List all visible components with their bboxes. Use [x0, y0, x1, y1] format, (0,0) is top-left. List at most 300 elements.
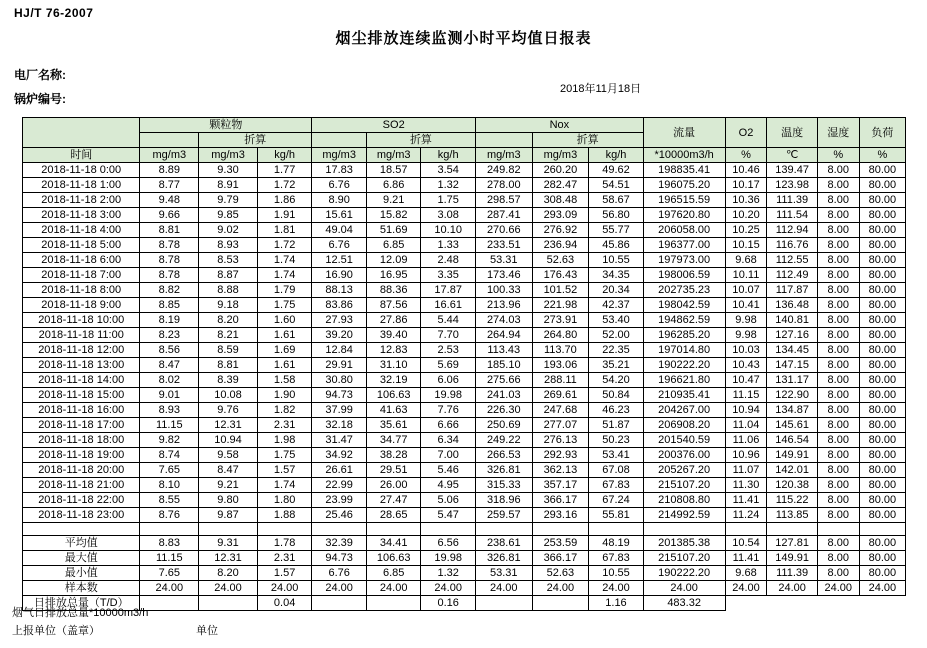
- table-row: [23, 208, 906, 223]
- cell-value: 8.20: [199, 313, 258, 328]
- cell-value: 67.83: [589, 478, 644, 493]
- cell-value: 3.54: [421, 163, 476, 178]
- cell-value: 80.00: [859, 163, 905, 178]
- cell-value: 24.00: [817, 581, 859, 596]
- cell-value: 53.41: [589, 448, 644, 463]
- cell-value: 176.43: [532, 268, 589, 283]
- cell-value: 233.51: [475, 238, 532, 253]
- cell-value: 10.47: [725, 373, 767, 388]
- cell-value: 8.89: [140, 163, 199, 178]
- cell-value: 8.00: [817, 418, 859, 433]
- header-unit-10: %: [725, 148, 767, 163]
- cell-value: 197973.00: [643, 253, 725, 268]
- cell-value: 1.74: [257, 253, 312, 268]
- cell-value: 56.80: [589, 208, 644, 223]
- cell-value: 8.21: [199, 328, 258, 343]
- cell-value: 8.00: [817, 208, 859, 223]
- cell-value: 32.39: [312, 536, 367, 551]
- cell-value: 27.93: [312, 313, 367, 328]
- cell-value: 101.52: [532, 283, 589, 298]
- cell-value: 10.07: [725, 283, 767, 298]
- cell-value: 1.86: [257, 193, 312, 208]
- cell-value: 206908.20: [643, 418, 725, 433]
- cell-value: 100.33: [475, 283, 532, 298]
- cell-value: 9.82: [140, 433, 199, 448]
- cell-value: 11.07: [725, 463, 767, 478]
- cell-time: 2018-11-18 1:00: [23, 178, 140, 193]
- cell-value: 52.63: [532, 253, 589, 268]
- cell-value: 1.91: [257, 208, 312, 223]
- cell-time: 2018-11-18 14:00: [23, 373, 140, 388]
- table-row: [23, 493, 906, 508]
- spacer-row: [23, 523, 906, 536]
- cell-value: 35.21: [589, 358, 644, 373]
- cell-value: 24.00: [475, 581, 532, 596]
- cell-value: 80.00: [859, 448, 905, 463]
- page-title: 烟尘排放连续监测小时平均值日报表: [335, 30, 592, 47]
- header-group-o2: O2: [725, 118, 767, 148]
- cell-value: 11.41: [725, 551, 767, 566]
- table-row: [23, 403, 906, 418]
- cell-value: 260.20: [532, 163, 589, 178]
- cell-value: 134.87: [767, 403, 817, 418]
- cell-value: 7.65: [140, 463, 199, 478]
- cell-value: 24.00: [589, 581, 644, 596]
- cell-value: 80.00: [859, 463, 905, 478]
- spacer-cell: [312, 523, 367, 536]
- cell-value: 292.93: [532, 448, 589, 463]
- header-unit-3: mg/m3: [312, 148, 367, 163]
- cell-value: 326.81: [475, 463, 532, 478]
- cell-value: 8.00: [817, 493, 859, 508]
- cell-value: 52.00: [589, 328, 644, 343]
- cell-value: 277.07: [532, 418, 589, 433]
- cell-value: 8.39: [199, 373, 258, 388]
- cell-value: 198835.41: [643, 163, 725, 178]
- header-unit-5: kg/h: [421, 148, 476, 163]
- summary-row: [23, 536, 906, 551]
- cell-value: 4.95: [421, 478, 476, 493]
- table-row: [23, 463, 906, 478]
- cell-value: 8.90: [312, 193, 367, 208]
- cell-value: 80.00: [859, 508, 905, 523]
- cell-value: 10.55: [589, 253, 644, 268]
- spacer-cell: [767, 523, 817, 536]
- cell-time: 2018-11-18 4:00: [23, 223, 140, 238]
- cell-value: 2.31: [257, 551, 312, 566]
- footnote-reporting-unit: 上报单位（盖章）: [12, 625, 100, 637]
- cell-value: 5.47: [421, 508, 476, 523]
- table-row: [23, 253, 906, 268]
- total-blank: [532, 596, 589, 611]
- cell-value: 1.88: [257, 508, 312, 523]
- cell-value: 8.55: [140, 493, 199, 508]
- cell-value: 9.98: [725, 328, 767, 343]
- cell-value: 9.76: [199, 403, 258, 418]
- header-unit-8: kg/h: [589, 148, 644, 163]
- cell-value: 1.69: [257, 343, 312, 358]
- cell-value: 278.00: [475, 178, 532, 193]
- cell-time: 2018-11-18 10:00: [23, 313, 140, 328]
- cell-value: 8.00: [817, 163, 859, 178]
- cell-value: 32.18: [312, 418, 367, 433]
- cell-value: 10.54: [725, 536, 767, 551]
- cell-value: 80.00: [859, 208, 905, 223]
- cell-value: 287.41: [475, 208, 532, 223]
- cell-time: 2018-11-18 17:00: [23, 418, 140, 433]
- cell-value: 259.57: [475, 508, 532, 523]
- cell-value: 8.10: [140, 478, 199, 493]
- cell-value: 80.00: [859, 238, 905, 253]
- cell-value: 58.67: [589, 193, 644, 208]
- cell-value: 113.70: [532, 343, 589, 358]
- cell-value: 5.46: [421, 463, 476, 478]
- cell-value: 16.61: [421, 298, 476, 313]
- cell-value: 32.19: [366, 373, 421, 388]
- cell-value: 241.03: [475, 388, 532, 403]
- cell-value: 50.23: [589, 433, 644, 448]
- cell-value: 6.66: [421, 418, 476, 433]
- cell-value: 7.70: [421, 328, 476, 343]
- cell-value: 10.15: [725, 238, 767, 253]
- cell-value: 9.66: [140, 208, 199, 223]
- cell-value: 8.88: [199, 283, 258, 298]
- cell-value: 53.31: [475, 253, 532, 268]
- cell-value: 210808.80: [643, 493, 725, 508]
- cell-value: 49.04: [312, 223, 367, 238]
- cell-value: 88.36: [366, 283, 421, 298]
- cell-value: 1.90: [257, 388, 312, 403]
- cell-value: 15.61: [312, 208, 367, 223]
- cell-value: 8.78: [140, 253, 199, 268]
- cell-value: 106.63: [366, 551, 421, 566]
- cell-value: 53.40: [589, 313, 644, 328]
- cell-value: 11.04: [725, 418, 767, 433]
- cell-value: 10.36: [725, 193, 767, 208]
- cell-value: 17.83: [312, 163, 367, 178]
- cell-value: 6.06: [421, 373, 476, 388]
- cell-value: 19.98: [421, 388, 476, 403]
- cell-value: 10.17: [725, 178, 767, 193]
- cell-value: 298.57: [475, 193, 532, 208]
- cell-value: 1.72: [257, 238, 312, 253]
- cell-value: 16.95: [366, 268, 421, 283]
- cell-time: 2018-11-18 7:00: [23, 268, 140, 283]
- header-group-load: 负荷: [859, 118, 905, 148]
- cell-value: 24.00: [257, 581, 312, 596]
- cell-value: 67.24: [589, 493, 644, 508]
- summary-row: [23, 566, 906, 581]
- cell-value: 226.30: [475, 403, 532, 418]
- cell-value: 194862.59: [643, 313, 725, 328]
- cell-time: 2018-11-18 12:00: [23, 343, 140, 358]
- cell-value: 29.51: [366, 463, 421, 478]
- cell-value: 238.61: [475, 536, 532, 551]
- cell-value: 8.93: [199, 238, 258, 253]
- cell-value: 8.56: [140, 343, 199, 358]
- cell-value: 1.61: [257, 328, 312, 343]
- cell-value: 236.94: [532, 238, 589, 253]
- cell-value: 201540.59: [643, 433, 725, 448]
- cell-value: 17.87: [421, 283, 476, 298]
- cell-value: 1.58: [257, 373, 312, 388]
- cell-value: 10.94: [725, 403, 767, 418]
- header-pm-blank: [140, 133, 199, 148]
- cell-value: 221.98: [532, 298, 589, 313]
- cell-value: 366.17: [532, 551, 589, 566]
- cell-value: 2.48: [421, 253, 476, 268]
- spacer-cell: [859, 523, 905, 536]
- cell-value: 113.85: [767, 508, 817, 523]
- table-row: [23, 433, 906, 448]
- cell-value: 23.99: [312, 493, 367, 508]
- cell-value: 80.00: [859, 403, 905, 418]
- cell-value: 206058.00: [643, 223, 725, 238]
- cell-value: 1.32: [421, 178, 476, 193]
- cell-value: 15.82: [366, 208, 421, 223]
- cell-value: 9.85: [199, 208, 258, 223]
- cell-value: 1.61: [257, 358, 312, 373]
- cell-value: 315.33: [475, 478, 532, 493]
- cell-value: 8.00: [817, 328, 859, 343]
- cell-value: 173.46: [475, 268, 532, 283]
- cell-value: 6.85: [366, 566, 421, 581]
- cell-value: 131.17: [767, 373, 817, 388]
- cell-value: 12.51: [312, 253, 367, 268]
- table-row: [23, 508, 906, 523]
- cell-value: 293.16: [532, 508, 589, 523]
- cell-value: 52.63: [532, 566, 589, 581]
- cell-value: 6.85: [366, 238, 421, 253]
- cell-value: 149.91: [767, 551, 817, 566]
- cell-time: 2018-11-18 6:00: [23, 253, 140, 268]
- spacer-cell: [257, 523, 312, 536]
- cell-value: 6.76: [312, 238, 367, 253]
- cell-value: 205267.20: [643, 463, 725, 478]
- cell-value: 80.00: [859, 193, 905, 208]
- cell-value: 7.00: [421, 448, 476, 463]
- cell-value: 9.68: [725, 253, 767, 268]
- cell-value: 55.81: [589, 508, 644, 523]
- cell-value: 9.21: [199, 478, 258, 493]
- cell-value: 8.91: [199, 178, 258, 193]
- cell-value: 12.09: [366, 253, 421, 268]
- cell-time: 2018-11-18 15:00: [23, 388, 140, 403]
- cell-value: 12.31: [199, 551, 258, 566]
- cell-value: 362.13: [532, 463, 589, 478]
- cell-value: 24.00: [140, 581, 199, 596]
- cell-value: 264.94: [475, 328, 532, 343]
- cell-value: 25.46: [312, 508, 367, 523]
- cell-value: 31.10: [366, 358, 421, 373]
- cell-value: 8.00: [817, 551, 859, 566]
- cell-value: 8.00: [817, 403, 859, 418]
- cell-value: 8.82: [140, 283, 199, 298]
- cell-value: 269.61: [532, 388, 589, 403]
- cell-time: 2018-11-18 13:00: [23, 358, 140, 373]
- table-row: [23, 418, 906, 433]
- cell-value: 11.15: [725, 388, 767, 403]
- table-row: [23, 268, 906, 283]
- cell-value: 5.44: [421, 313, 476, 328]
- cell-value: 8.00: [817, 566, 859, 581]
- cell-value: 134.45: [767, 343, 817, 358]
- cell-value: 308.48: [532, 193, 589, 208]
- cell-value: 1.57: [257, 566, 312, 581]
- cell-value: 80.00: [859, 388, 905, 403]
- cell-value: 8.47: [199, 463, 258, 478]
- cell-value: 88.13: [312, 283, 367, 298]
- cell-value: 8.81: [140, 223, 199, 238]
- cell-value: 270.66: [475, 223, 532, 238]
- cell-value: 80.00: [859, 418, 905, 433]
- cell-value: 214992.59: [643, 508, 725, 523]
- total-blank: [199, 596, 258, 611]
- header-so2-convert: 折算: [366, 133, 475, 148]
- cell-value: 80.00: [859, 298, 905, 313]
- cell-time: 2018-11-18 11:00: [23, 328, 140, 343]
- cell-value: 9.01: [140, 388, 199, 403]
- cell-value: 29.91: [312, 358, 367, 373]
- cell-value: 9.21: [366, 193, 421, 208]
- cell-value: 274.03: [475, 313, 532, 328]
- cell-value: 24.00: [532, 581, 589, 596]
- summary-label: 最大值: [23, 551, 140, 566]
- cell-value: 1.78: [257, 536, 312, 551]
- cell-value: 196285.20: [643, 328, 725, 343]
- cell-value: 1.60: [257, 313, 312, 328]
- cell-value: 276.13: [532, 433, 589, 448]
- cell-value: 80.00: [859, 328, 905, 343]
- cell-value: 196377.00: [643, 238, 725, 253]
- cell-value: 9.48: [140, 193, 199, 208]
- cell-value: 24.00: [725, 581, 767, 596]
- cell-value: 147.15: [767, 358, 817, 373]
- cell-value: 24.00: [199, 581, 258, 596]
- cell-value: 253.59: [532, 536, 589, 551]
- cell-time: 2018-11-18 21:00: [23, 478, 140, 493]
- summary-label: 平均值: [23, 536, 140, 551]
- cell-value: 41.63: [366, 403, 421, 418]
- cell-value: 193.06: [532, 358, 589, 373]
- cell-value: 11.41: [725, 493, 767, 508]
- cell-value: 139.47: [767, 163, 817, 178]
- table-row: [23, 373, 906, 388]
- cell-value: 11.15: [140, 551, 199, 566]
- cell-value: 11.24: [725, 508, 767, 523]
- cell-value: 1.32: [421, 566, 476, 581]
- spacer-cell: [589, 523, 644, 536]
- cell-value: 127.81: [767, 536, 817, 551]
- cell-value: 8.23: [140, 328, 199, 343]
- cell-value: 12.31: [199, 418, 258, 433]
- cell-value: 31.47: [312, 433, 367, 448]
- cell-value: 136.48: [767, 298, 817, 313]
- cell-value: 122.90: [767, 388, 817, 403]
- cell-time: 2018-11-18 8:00: [23, 283, 140, 298]
- cell-value: 80.00: [859, 178, 905, 193]
- cell-value: 6.56: [421, 536, 476, 551]
- cell-value: 8.76: [140, 508, 199, 523]
- cell-value: 24.00: [767, 581, 817, 596]
- spacer-cell: [532, 523, 589, 536]
- cell-value: 106.63: [366, 388, 421, 403]
- cell-value: 145.61: [767, 418, 817, 433]
- cell-value: 9.31: [199, 536, 258, 551]
- cell-value: 10.41: [725, 298, 767, 313]
- cell-value: 10.55: [589, 566, 644, 581]
- cell-time: 2018-11-18 18:00: [23, 433, 140, 448]
- cell-value: 8.00: [817, 268, 859, 283]
- plant-name-label: 电厂名称:: [14, 68, 66, 82]
- cell-value: 7.65: [140, 566, 199, 581]
- cell-value: 8.00: [817, 238, 859, 253]
- table-header-row-1: [23, 118, 906, 133]
- spacer-cell: [475, 523, 532, 536]
- cell-value: 213.96: [475, 298, 532, 313]
- total-blank: [817, 596, 859, 611]
- cell-time: 2018-11-18 3:00: [23, 208, 140, 223]
- cell-value: 24.00: [859, 581, 905, 596]
- summary-row: [23, 551, 906, 566]
- cell-value: 12.84: [312, 343, 367, 358]
- cell-value: 49.62: [589, 163, 644, 178]
- cell-value: 1.98: [257, 433, 312, 448]
- table-row: [23, 223, 906, 238]
- header-unit-13: %: [859, 148, 905, 163]
- cell-value: 9.30: [199, 163, 258, 178]
- cell-value: 80.00: [859, 253, 905, 268]
- table-row: [23, 238, 906, 253]
- spacer-cell: [199, 523, 258, 536]
- cell-value: 288.11: [532, 373, 589, 388]
- cell-value: 10.96: [725, 448, 767, 463]
- cell-value: 24.00: [421, 581, 476, 596]
- cell-value: 9.18: [199, 298, 258, 313]
- total-so2: 0.16: [421, 596, 476, 611]
- table-row: [23, 193, 906, 208]
- cell-value: 1.72: [257, 178, 312, 193]
- cell-value: 8.93: [140, 403, 199, 418]
- cell-value: 24.00: [312, 581, 367, 596]
- cell-value: 35.61: [366, 418, 421, 433]
- cell-value: 10.11: [725, 268, 767, 283]
- cell-value: 120.38: [767, 478, 817, 493]
- cell-value: 127.16: [767, 328, 817, 343]
- cell-value: 197620.80: [643, 208, 725, 223]
- cell-value: 8.00: [817, 193, 859, 208]
- cell-value: 8.74: [140, 448, 199, 463]
- cell-value: 276.92: [532, 223, 589, 238]
- cell-value: 8.00: [817, 448, 859, 463]
- header-group-flow: 流量: [643, 118, 725, 148]
- cell-value: 10.03: [725, 343, 767, 358]
- header-unit-1: mg/m3: [199, 148, 258, 163]
- cell-value: 37.99: [312, 403, 367, 418]
- cell-value: 26.61: [312, 463, 367, 478]
- cell-value: 55.77: [589, 223, 644, 238]
- cell-value: 1.75: [257, 298, 312, 313]
- total-blank: [725, 596, 767, 611]
- cell-value: 250.69: [475, 418, 532, 433]
- cell-value: 2.53: [421, 343, 476, 358]
- table-row: [23, 328, 906, 343]
- cell-value: 80.00: [859, 223, 905, 238]
- spacer-cell: [725, 523, 767, 536]
- cell-value: 9.58: [199, 448, 258, 463]
- cell-value: 264.80: [532, 328, 589, 343]
- cell-value: 34.41: [366, 536, 421, 551]
